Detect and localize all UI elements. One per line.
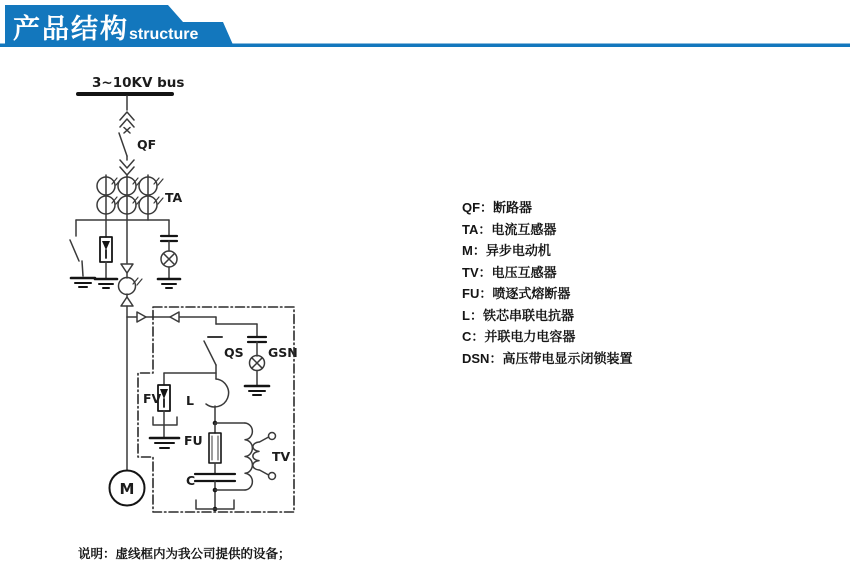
dsn-indicator xyxy=(158,220,180,288)
m-label: M xyxy=(119,480,135,498)
fu-label: FU xyxy=(184,433,203,448)
earthing-switch xyxy=(70,220,95,287)
arrester-arrow-icon xyxy=(102,241,110,250)
current-transformers-ta xyxy=(97,175,163,220)
note-text: 说明：虚线框内为我公司提供的设备； xyxy=(78,547,291,561)
legend-item-dsn: DSN：高压带电显示闭锁装置 xyxy=(462,350,633,366)
breaker-qf-symbol xyxy=(119,96,134,177)
bus-label: 3~10KV bus xyxy=(92,75,185,91)
surge-arrester xyxy=(95,220,117,288)
legend-item-m: M：异步电动机 xyxy=(462,243,551,258)
qs-label: QS xyxy=(224,345,244,360)
reactor-l xyxy=(206,379,229,423)
motor-m xyxy=(110,317,145,506)
gsn-label: GSN xyxy=(268,345,298,360)
legend-item-fu: FU：喷逐式熔断器 xyxy=(462,286,571,301)
page-title: 产品结构 xyxy=(13,14,129,44)
legend-item-c: C：并联电力电容器 xyxy=(462,329,576,344)
feeder-ct xyxy=(119,220,143,317)
gsn-display xyxy=(245,337,269,395)
l-label: L xyxy=(186,393,194,408)
fv-label: FV xyxy=(143,391,162,406)
ta-label: TA xyxy=(165,190,183,205)
fuse-fu xyxy=(209,421,221,474)
legend xyxy=(462,197,632,369)
fuse-fv xyxy=(150,373,216,448)
legend-item-tv: TV：电压互感器 xyxy=(462,264,557,280)
qf-label: QF xyxy=(137,137,157,152)
capacitor-c xyxy=(195,474,235,511)
legend-item-l: L：铁芯串联电抗器 xyxy=(462,307,574,323)
legend-item-qf: QF：断路器 xyxy=(462,200,533,215)
page-subtitle: structure xyxy=(129,26,199,43)
tv-label: TV xyxy=(272,449,291,464)
plug-contacts xyxy=(127,312,257,337)
c-label: C xyxy=(186,473,196,488)
legend-item-ta: TA：电流互感器 xyxy=(462,221,557,237)
